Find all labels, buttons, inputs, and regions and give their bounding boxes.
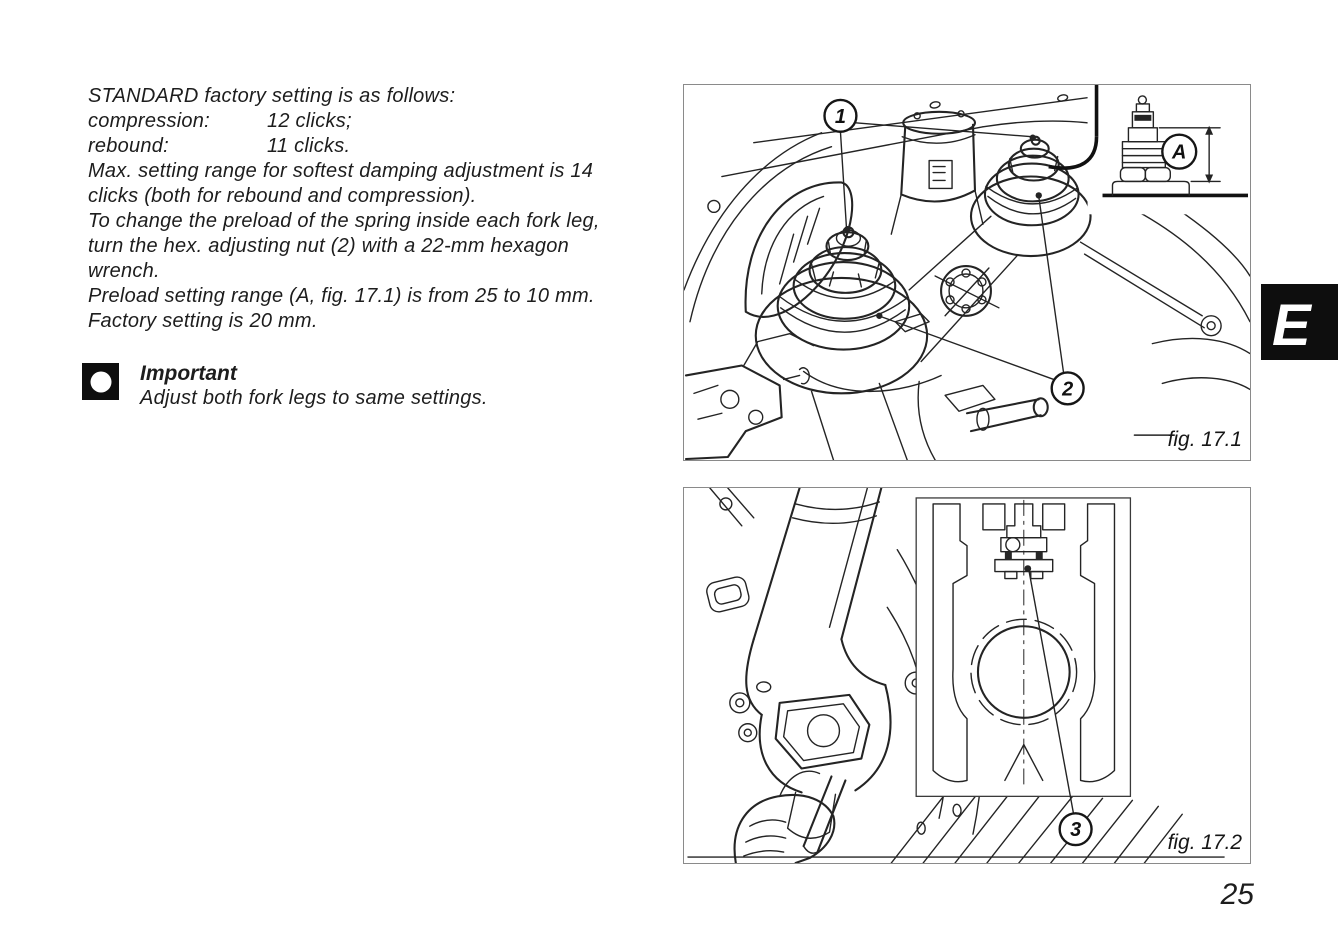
- body-line: turn the hex. adjusting nut (2) with a 22-mm hexagon: [88, 235, 570, 257]
- figure-17-1: [683, 84, 1251, 461]
- section-tab-e: [1261, 284, 1338, 360]
- body-line: Factory setting is 20 mm.: [88, 310, 318, 332]
- body-line: wrench.: [88, 260, 160, 282]
- body-line: STANDARD factory setting is as follows:: [88, 85, 456, 107]
- fig1-right-fork-top: [971, 137, 1091, 256]
- fig1-handlebar-stub: [945, 385, 1048, 431]
- fig1-callout-2-label: 2: [1062, 378, 1074, 401]
- setting-value: 11 clicks.: [267, 135, 351, 157]
- fig2-fork-slider: [705, 488, 885, 715]
- fig1-callout-A-label: A: [1172, 141, 1187, 164]
- setting-label: compression:: [88, 110, 210, 132]
- setting-label: rebound:: [88, 135, 169, 157]
- setting-row: [88, 134, 668, 159]
- fig1-callout-A: [1162, 135, 1196, 169]
- fig-17-2-line-art: [684, 488, 1250, 863]
- body-text: [88, 84, 668, 334]
- important-icon: [82, 363, 119, 400]
- important-body: Adjust both fork legs to same settings.: [140, 387, 488, 409]
- body-line: Max. setting range for softest damping adjustment is 14: [88, 160, 594, 182]
- fig1-callout-1: [825, 100, 857, 132]
- body-line: To change the preload of the spring inside each fork leg,: [88, 210, 600, 232]
- fig2-callout-3-label: 3: [1070, 819, 1082, 842]
- fig1-callout-1-label: 1: [834, 105, 846, 128]
- setting-value: 12 clicks;: [267, 110, 352, 132]
- section-tab-label: E: [1272, 293, 1311, 358]
- fig1-callout-2: [1052, 372, 1084, 404]
- important-icon-dot: [90, 371, 111, 392]
- important-title: Important: [140, 362, 237, 385]
- setting-row: [88, 109, 668, 134]
- fig1-front-fender: [684, 133, 852, 322]
- important-text-block: [140, 363, 488, 411]
- important-note: [82, 363, 488, 411]
- fig2-section-inset: [916, 498, 1130, 814]
- fig1-brake-caliper: [686, 334, 935, 460]
- figure-17-2: [683, 487, 1251, 864]
- fig2-callout-3: [1060, 813, 1092, 845]
- page-number: 25: [1220, 878, 1254, 911]
- fig2-caption: fig. 17.2: [1167, 831, 1243, 855]
- body-line: Preload setting range (A, fig. 17.1) is from 25 to 10 mm.: [88, 285, 595, 307]
- fig-17-1-line-art: [684, 85, 1250, 460]
- fig1-left-fork-top: [756, 227, 929, 393]
- body-line: clicks (both for rebound and compression).: [88, 185, 477, 207]
- fig1-caption: fig. 17.1: [1167, 428, 1243, 452]
